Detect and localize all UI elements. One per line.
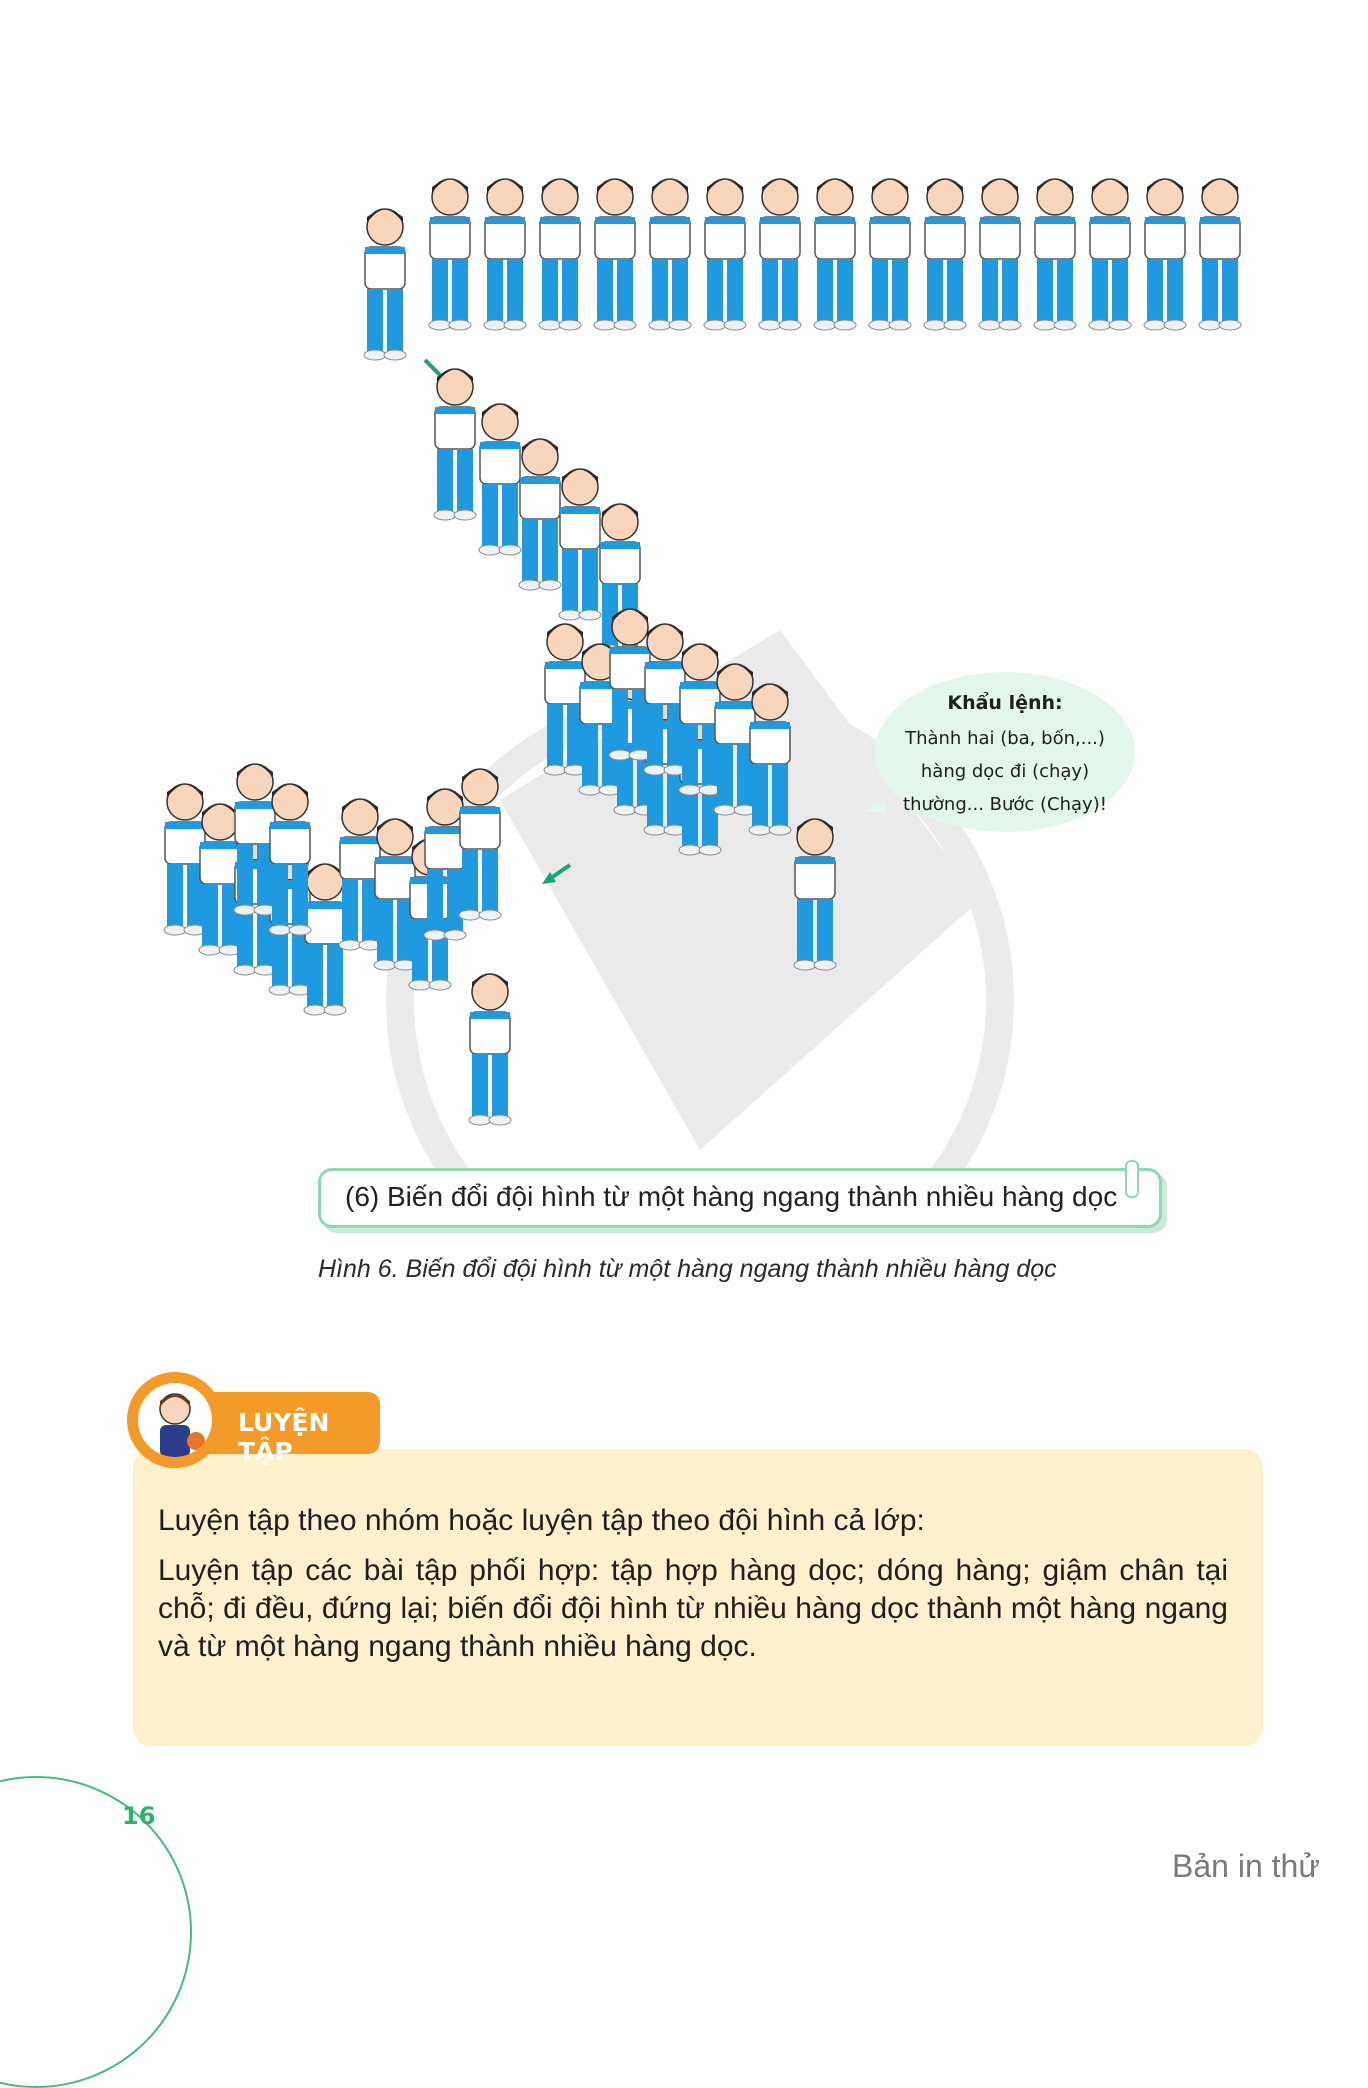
step-label: (6) Biến đổi đội hình từ một hàng ngang thành nhiều hàng dọc [345, 1181, 1118, 1212]
command-text [875, 722, 1135, 821]
column-block-left [164, 764, 501, 1015]
step-label-box [318, 1168, 1162, 1228]
command-line: thường... Bước (Chạy)! [903, 794, 1107, 815]
practice-paragraph: Luyện tập theo nhóm hoặc luyện tập theo đội hình cả lớp: [158, 1504, 925, 1537]
command-line: Thành hai (ba, bốn,...) [905, 728, 1105, 749]
draft-label: Bản in thử [1172, 1848, 1320, 1884]
command-line: hàng dọc đi (chạy) [920, 761, 1090, 782]
running-column [434, 369, 641, 655]
practice-tag [200, 1392, 380, 1466]
horizontal-row [429, 179, 1241, 330]
practice-paragraph: Luyện tập các bài tập phối hợp: tập hợp hàng dọc; dóng hàng; giậm chân tại chỗ; đi đều, đứng lại; biến đổi đội hình từ nhiều hàng dọc thành một hàng ngang và từ một hàng ngang thành nhiều hàng dọc. [158, 1554, 1228, 1663]
practice-tag-label: LUYỆN TẬP [238, 1408, 330, 1466]
page-corner-arc [0, 1776, 192, 2088]
student-avatar-icon [138, 1383, 212, 1457]
command-speech-bubble [875, 672, 1135, 832]
page-number: 16 [122, 1802, 156, 1830]
command-title: Khẩu lệnh: [947, 692, 1063, 714]
figure-caption: Hình 6. Biến đổi đội hình từ một hàng ngang thành nhiều hàng dọc [318, 1255, 1057, 1283]
paperclip-icon [1125, 1160, 1139, 1198]
